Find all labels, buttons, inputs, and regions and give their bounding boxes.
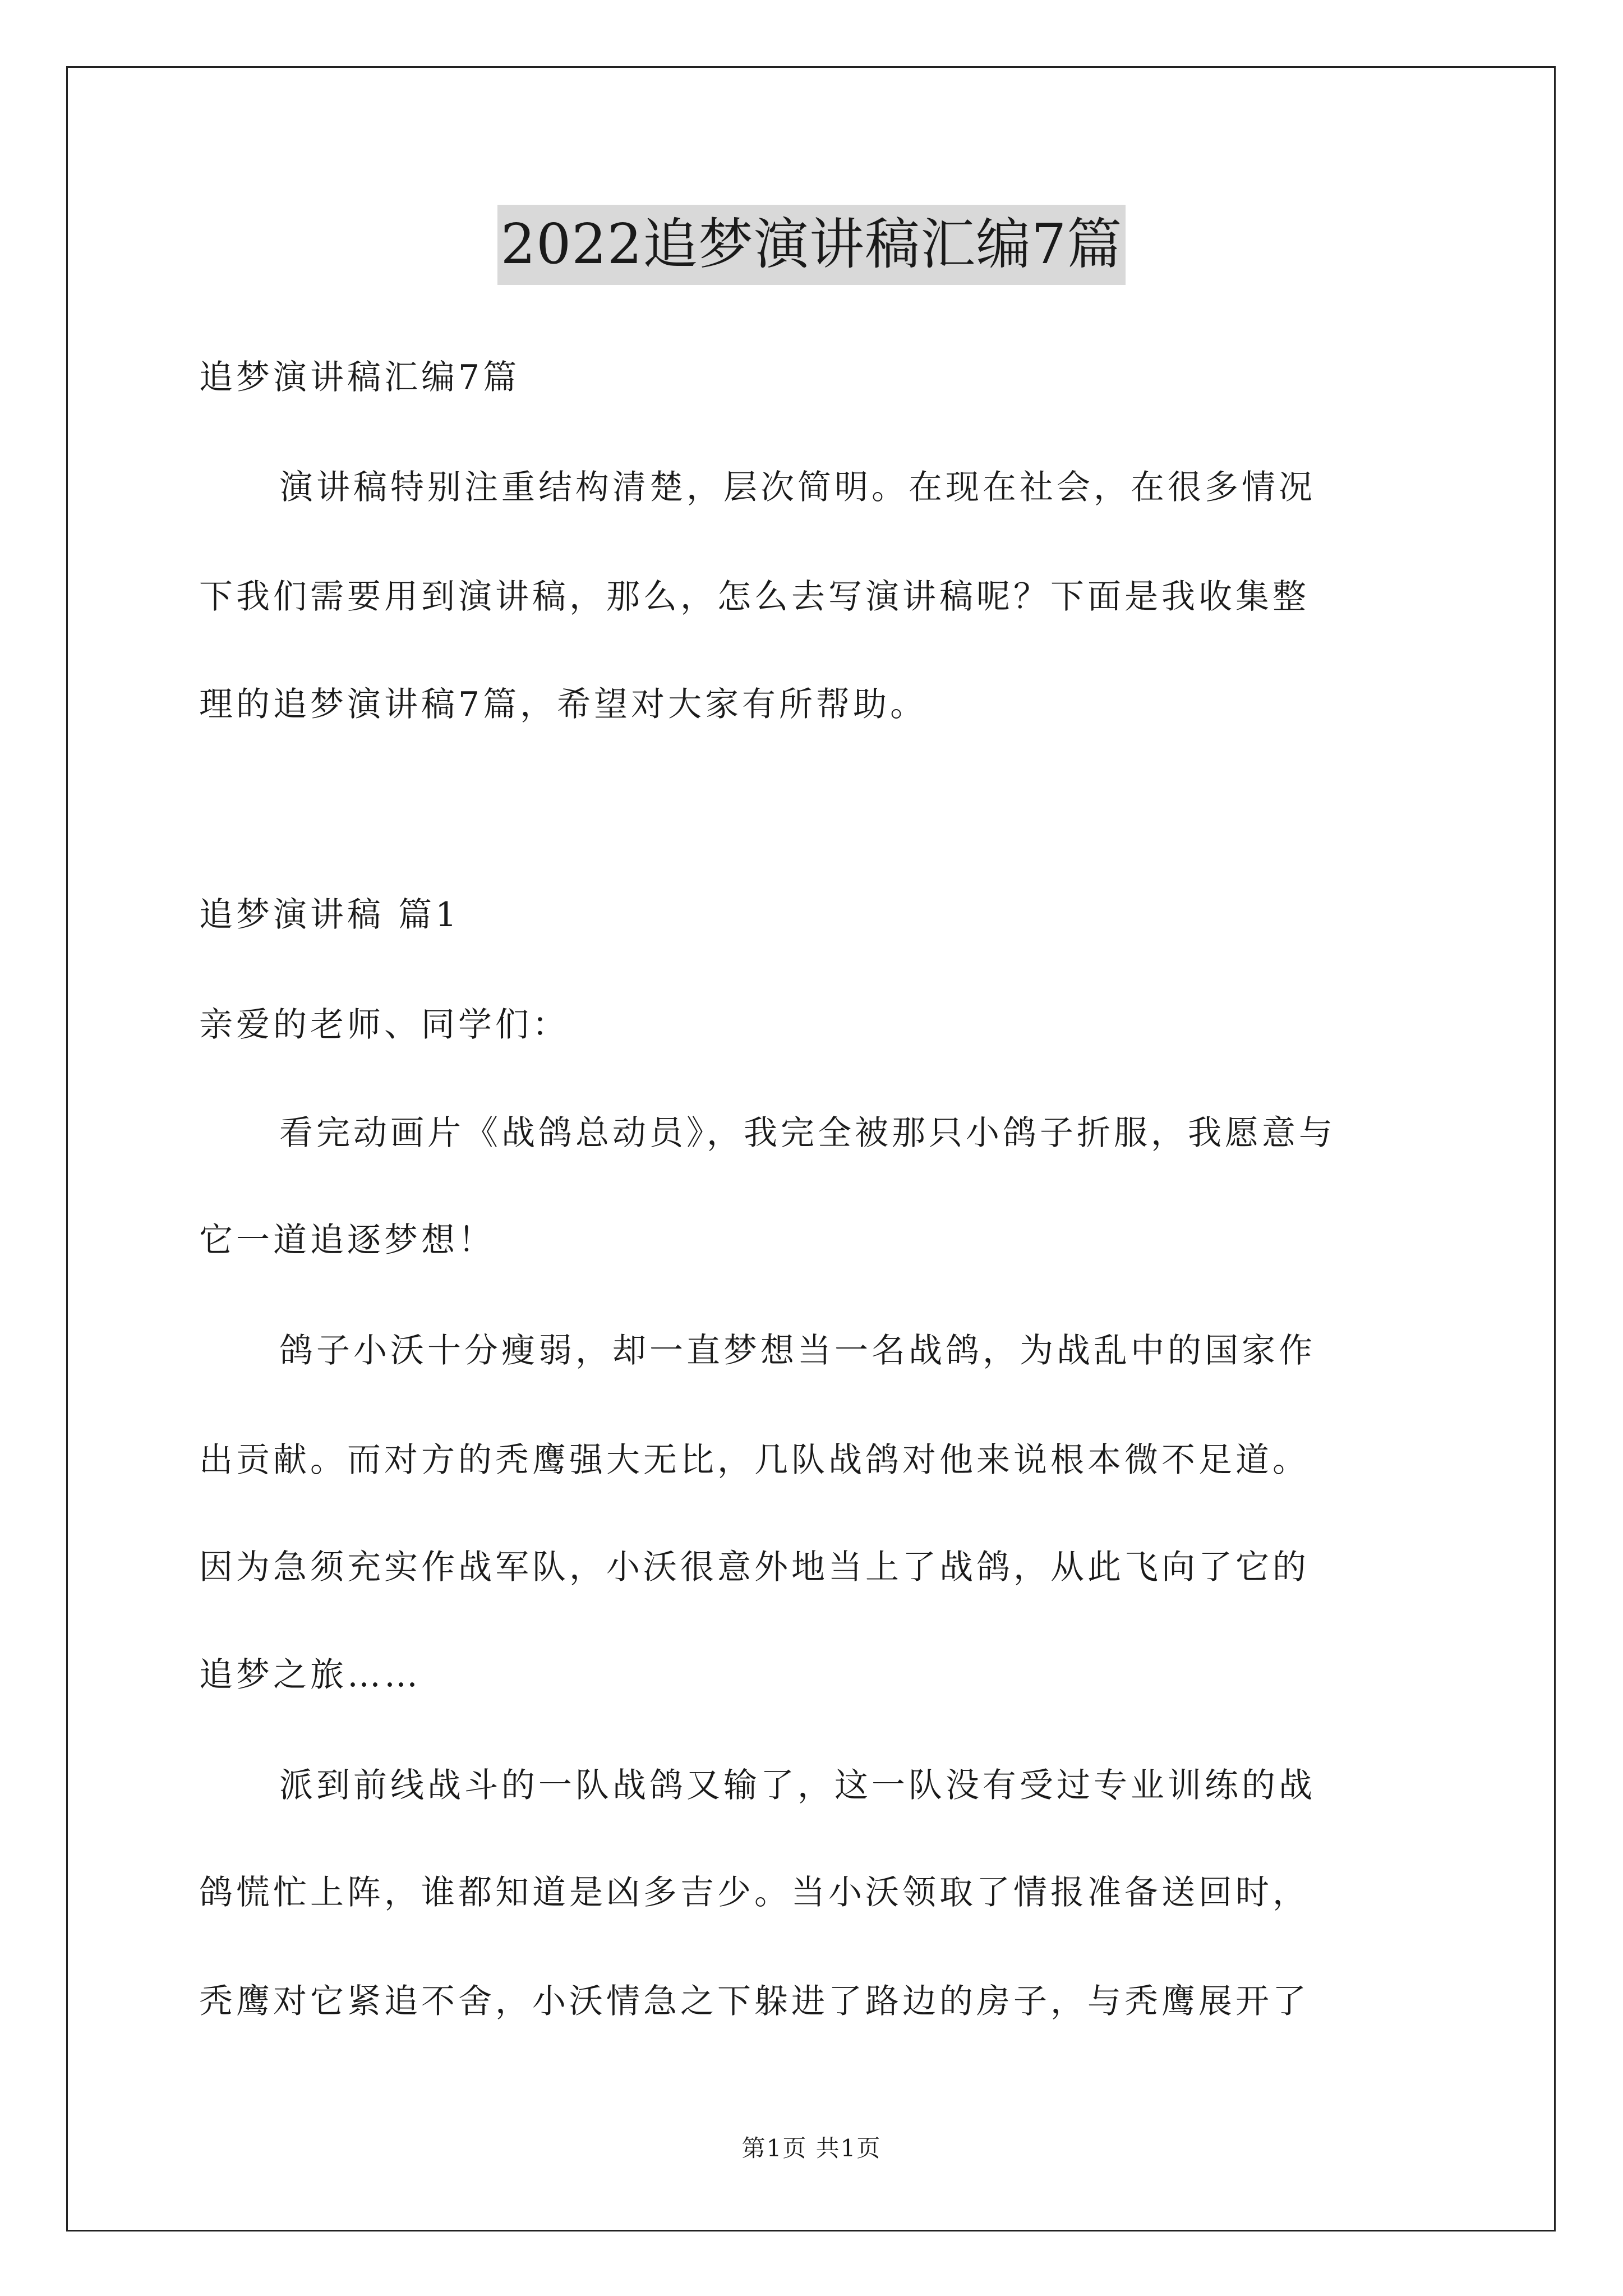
page-footer: 第1页 共1页 — [741, 2134, 882, 2162]
paragraph-line: 秃鹰对它紧追不舍，小沃情急之下躲进了路边的房子，与秃鹰展开了 — [199, 1982, 1310, 2021]
paragraph-line: 因为急须充实作战军队，小沃很意外地当上了战鸽，从此飞向了它的 — [199, 1548, 1310, 1587]
paragraph-line: 出贡献。而对方的秃鹰强大无比，几队战鸽对他来说根本微不足道。 — [199, 1441, 1310, 1480]
salutation: 亲爱的老师、同学们： — [199, 1005, 569, 1045]
paragraph-line: 派到前线战斗的一队战鸽又输了，这一队没有受过专业训练的战 — [279, 1766, 1316, 1805]
section-heading: 追梦演讲稿 篇1 — [199, 895, 460, 935]
intro-line: 理的追梦演讲稿7篇，希望对大家有所帮助。 — [199, 685, 928, 724]
paragraph-line: 鸽子小沃十分瘦弱，却一直梦想当一名战鸽，为战乱中的国家作 — [279, 1331, 1316, 1370]
intro-line: 下我们需要用到演讲稿，那么，怎么去写演讲稿呢？下面是我收集整 — [199, 577, 1310, 616]
document-title: 2022追梦演讲稿汇编7篇 — [497, 205, 1126, 285]
subtitle: 追梦演讲稿汇编7篇 — [199, 358, 520, 397]
title-container — [0, 205, 1623, 285]
paragraph-line: 看完动画片《战鸽总动员》，我完全被那只小鸽子折服，我愿意与 — [279, 1114, 1336, 1153]
paragraph-line: 鸽慌忙上阵，谁都知道是凶多吉少。当小沃领取了情报准备送回时， — [199, 1873, 1310, 1912]
paragraph-line: 它一道追逐梦想！ — [199, 1221, 495, 1260]
intro-line: 演讲稿特别注重结构清楚，层次简明。在现在社会，在很多情况 — [279, 468, 1316, 507]
paragraph-line: 追梦之旅…… — [199, 1655, 421, 1695]
